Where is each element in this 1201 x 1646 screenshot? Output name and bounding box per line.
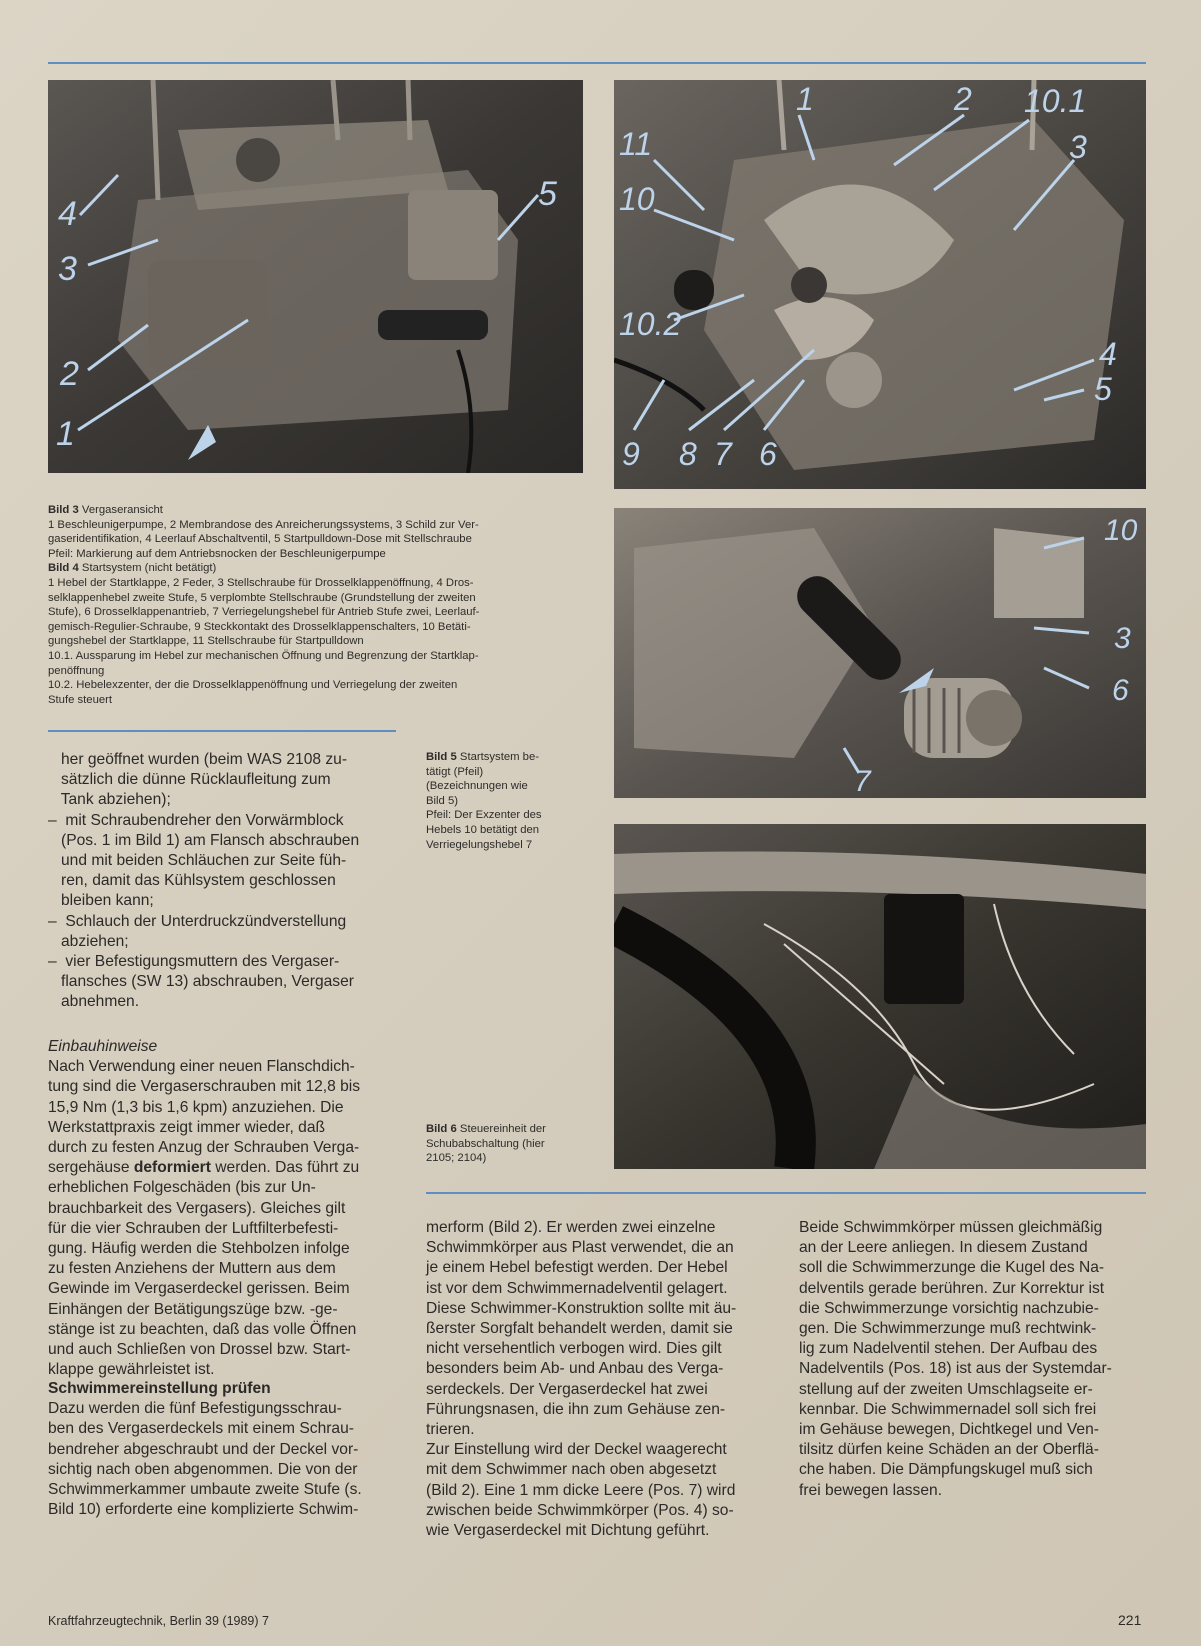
- text-line: brauchbarkeit des Vergasers). Gleiches gilt: [48, 1199, 346, 1217]
- text-line: bendreher abgeschraubt und der Deckel vor-: [48, 1440, 359, 1458]
- caption-line: Bild 4 Startsystem (nicht betätigt): [48, 562, 217, 575]
- text-line: gen. Die Schwimmerzunge muß rechtwink-: [799, 1320, 1097, 1338]
- text-line: ist vor dem Schwimmernadelventil gelagert.: [426, 1279, 728, 1297]
- text-line: Werkstattpraxis zeigt immer wieder, daß: [48, 1118, 326, 1136]
- caption-rule: [48, 730, 396, 732]
- caption-line: Bild 3 Vergaseransicht: [48, 504, 163, 516]
- text-line: abnehmen.: [48, 993, 140, 1011]
- text-line: Gewinde im Vergaserdeckel gerissen. Beim: [48, 1280, 350, 1298]
- text-line: sätzlich die dünne Rücklaufleitung zum: [48, 771, 331, 789]
- text-line: und mit beiden Schläuchen zur Seite füh-: [48, 852, 347, 870]
- bild3-label-5: 5: [538, 175, 557, 213]
- bild4-label-11: 11: [619, 126, 653, 162]
- caption-line: Hebels 10 betätigt den: [426, 823, 540, 836]
- caption-line: Schubabschaltung (hier: [426, 1137, 545, 1150]
- bild4-label-10-1: 10.1: [1024, 83, 1087, 119]
- text-line: und auch Schließen von Drossel bzw. Start-: [48, 1341, 351, 1359]
- text-line: 15,9 Nm (1,3 bis 1,6 kpm) anzuziehen. Die: [48, 1098, 344, 1116]
- text-line: her geöffnet wurden (beim WAS 2108 zu-: [48, 751, 348, 768]
- column-rule: [426, 1192, 1146, 1194]
- text-column-2: [426, 1218, 776, 1541]
- text-line: sichtig nach oben abgenommen. Die von der: [48, 1460, 358, 1478]
- bild4-label-4: 4: [1099, 336, 1117, 372]
- caption-bild3-bild4: [48, 503, 588, 707]
- text-line: Schwimmkörper aus Plast verwendet, die an: [426, 1239, 734, 1257]
- caption-line: Bild 5): [426, 794, 459, 807]
- figure-bild6-photo: [614, 824, 1146, 1169]
- footer-journal: Kraftfahrzeugtechnik, Berlin 39 (1989) 7: [48, 1614, 269, 1628]
- text-line: klappe gewährleistet ist.: [48, 1361, 215, 1379]
- caption-line: selklappenhebel zweite Stufe, 5 verplombte Stellschraube (Grundstellung der zweiten: [48, 591, 476, 604]
- text-line: flansches (SW 13) abschrauben, Vergaser: [48, 973, 354, 991]
- text-line: Dazu werden die fünf Befestigungsschrau-: [48, 1400, 342, 1418]
- text-line: trieren.: [426, 1421, 475, 1439]
- text-line: zwischen beide Schwimmkörper (Pos. 4) so-: [426, 1501, 734, 1519]
- text-line: – mit Schraubendreher den Vorwärmblock: [48, 811, 344, 829]
- text-line: erheblichen Folgeschäden (bis zur Un-: [48, 1179, 316, 1197]
- text-line: Beide Schwimmkörper müssen gleichmäßig: [799, 1219, 1103, 1236]
- text-line: Einhängen der Betätigungszüge bzw. -ge-: [48, 1300, 338, 1318]
- bild5-label-7: 7: [854, 765, 871, 798]
- text-line: Nadelventils (Pos. 18) ist aus der Systemdar-: [799, 1360, 1112, 1378]
- text-line: mit dem Schwimmer nach oben abgesetzt: [426, 1461, 717, 1479]
- caption-line: gemisch-Regulier-Schraube, 9 Steckkontakt des Drosselklappenschalters, 10 Betäti-: [48, 620, 471, 633]
- text-line: che haben. Die Dämpfungskugel muß sich: [799, 1461, 1093, 1479]
- bild4-label-1: 1: [796, 81, 814, 117]
- text-line: soll die Schwimmerzunge die Kugel des Na-: [799, 1259, 1105, 1277]
- caption-line: Stufe), 6 Drosselklappenantrieb, 7 Verriegelungshebel für Antrieb Stufe zwei, Leerlauf-: [48, 606, 480, 619]
- bild5-label-3: 3: [1114, 622, 1131, 655]
- text-line: wie Vergaserdeckel mit Dichtung geführt.: [426, 1522, 710, 1540]
- text-line: bleiben kann;: [48, 892, 154, 910]
- text-line: Diese Schwimmer-Konstruktion sollte mit äu-: [426, 1299, 737, 1317]
- bild4-label-5: 5: [1094, 371, 1112, 407]
- text-line: (Pos. 1 im Bild 1) am Flansch abschrauben: [48, 831, 360, 849]
- text-line: – Schlauch der Unterdruckzündverstellung: [48, 912, 347, 930]
- text-line: die Schwimmerzunge vorsichtig nachzubie-: [799, 1299, 1099, 1317]
- text-line: gung. Häufig werden die Stehbolzen infolge: [48, 1240, 350, 1258]
- text-line: – vier Befestigungsmuttern des Vergaser-: [48, 953, 340, 971]
- caption-bild5: [426, 750, 606, 852]
- caption-line: 10.1. Aussparung im Hebel zur mechanischen Öffnung und Begrenzung der Startklap-: [48, 649, 479, 662]
- top-rule: [48, 62, 1146, 64]
- text-line: Führungsnasen, die ihn zum Gehäuse zen-: [426, 1400, 726, 1418]
- text-line: je einem Hebel befestigt werden. Der Hebel: [426, 1259, 728, 1277]
- bild5-label-6: 6: [1112, 674, 1129, 707]
- bild4-label-7: 7: [714, 436, 732, 472]
- caption-line: 1 Beschleunigerpumpe, 2 Membrandose des Anreicherungssystems, 3 Schild zur Ver-: [48, 518, 479, 531]
- text-line: Nach Verwendung einer neuen Flanschdich-: [48, 1058, 355, 1076]
- text-line: stellung auf der zweiten Umschlagseite er-: [799, 1380, 1093, 1398]
- figure-bild3-photo: [48, 80, 583, 473]
- caption-line: penöffnung: [48, 664, 105, 677]
- bild4-label-3: 3: [1069, 129, 1087, 165]
- caption-line: tätigt (Pfeil): [426, 765, 484, 778]
- einbau-body: [48, 1057, 408, 1380]
- bild4-label-10: 10: [619, 181, 655, 217]
- text-line: delventils gerade berühren. Zur Korrektur ist: [799, 1279, 1105, 1297]
- text-line: serdeckels. Der Vergaserdeckel hat zwei: [426, 1380, 708, 1398]
- bild3-label-3: 3: [58, 250, 77, 288]
- caption-line: Pfeil: Markierung auf dem Antriebsnocken der Beschleunigerpumpe: [48, 547, 386, 560]
- bild3-label-2: 2: [60, 355, 79, 393]
- text-line: im Gehäuse bewegen, Dichtkegel und Ven-: [799, 1421, 1099, 1439]
- text-line: für die vier Schrauben der Luftfilterbefesti-: [48, 1219, 339, 1237]
- text-line: Bild 10) erforderte eine komplizierte Schwim-: [48, 1501, 359, 1519]
- caption-line: gaseridentifikation, 4 Leerlauf Abschaltventil, 5 Startpulldown-Dose mit Stellschraube: [48, 533, 472, 546]
- text-line: tung sind die Vergaserschrauben mit 12,8 bis: [48, 1078, 361, 1096]
- caption-bild6: [426, 1122, 606, 1166]
- text-line: besonders beim Ab- und Anbau des Verga-: [426, 1360, 724, 1378]
- text-line: lig zum Nadelventil stehen. Der Aufbau des: [799, 1340, 1098, 1358]
- bild4-label-6: 6: [759, 436, 777, 472]
- figure-bild4-photo: [614, 80, 1146, 489]
- caption-line: gungshebel der Startklappe, 11 Stellschraube für Startpulldown: [48, 635, 364, 648]
- bild4-label-10-2: 10.2: [619, 306, 682, 342]
- text-line: ben des Vergaserdeckels mit einem Schrau-: [48, 1420, 354, 1438]
- figure-bild5-photo: [614, 508, 1146, 798]
- page-number: 221: [1118, 1612, 1142, 1628]
- section-einbau: [48, 1037, 408, 1380]
- text-line: sergehäuse deformiert werden. Das führt zu: [48, 1159, 360, 1177]
- bild4-label-9: 9: [622, 436, 640, 472]
- caption-line: Bild 6 Steuereinheit der: [426, 1123, 546, 1135]
- caption-line: Pfeil: Der Exzenter des: [426, 809, 542, 822]
- text-column-3: [799, 1218, 1149, 1501]
- text-line: ßerster Sorgfalt behandelt werden, damit sie: [426, 1320, 733, 1338]
- text-line: kennbar. Die Schwimmernadel soll sich frei: [799, 1400, 1097, 1418]
- bild3-label-1: 1: [56, 415, 75, 453]
- text-line: merform (Bild 2). Er werden zwei einzelne: [426, 1219, 716, 1236]
- text-line: an der Leere anliegen. In diesem Zustand: [799, 1239, 1088, 1257]
- caption-line: Stufe steuert: [48, 693, 113, 706]
- text-line: (Bild 2). Eine 1 mm dicke Leere (Pos. 7) wird: [426, 1481, 736, 1499]
- text-line: nicht versehentlich verbogen wird. Dies gilt: [426, 1340, 722, 1358]
- text-line: durch zu festen Anzug der Schrauben Verga-: [48, 1139, 360, 1157]
- text-line: tilsitz dürfen keine Schäden an der Oberflä-: [799, 1441, 1099, 1459]
- section-schwimmer: [48, 1379, 408, 1520]
- text-line: Zur Einstellung wird der Deckel waagerecht: [426, 1441, 727, 1459]
- text-line: Tank abziehen);: [48, 791, 171, 809]
- text-line: abziehen;: [48, 932, 129, 950]
- caption-line: 2105; 2104): [426, 1152, 487, 1165]
- heading-einbauhinweise: Einbauhinweise: [48, 1038, 158, 1055]
- text-line: frei bewegen lassen.: [799, 1481, 943, 1499]
- caption-line: Bild 5 Startsystem be-: [426, 751, 540, 763]
- bild3-label-4: 4: [58, 195, 77, 233]
- text-line: Schwimmerkammer umbaute zweite Stufe (s.: [48, 1481, 362, 1499]
- heading-schwimmereinstellung: Schwimmereinstellung prüfen: [48, 1380, 271, 1397]
- text-line: ren, damit das Kühlsystem geschlossen: [48, 872, 336, 890]
- caption-line: Verriegelungshebel 7: [426, 838, 533, 851]
- bild4-label-8: 8: [679, 436, 697, 472]
- text-line: zu festen Anziehens der Muttern aus dem: [48, 1260, 336, 1278]
- caption-line: (Bezeichnungen wie: [426, 780, 528, 793]
- schwimmer-body: [48, 1399, 408, 1520]
- bild4-label-2: 2: [954, 81, 972, 117]
- bild5-label-10: 10: [1104, 514, 1138, 547]
- text-line: stänge ist zu beachten, daß das volle Öffnen: [48, 1320, 357, 1338]
- caption-line: 1 Hebel der Startklappe, 2 Feder, 3 Stellschraube für Drosselklappenöffnung, 4 Dros-: [48, 576, 474, 589]
- caption-line: 10.2. Hebelexzenter, der die Drosselklappenöffnung und Verriegelung der zweiten: [48, 679, 458, 692]
